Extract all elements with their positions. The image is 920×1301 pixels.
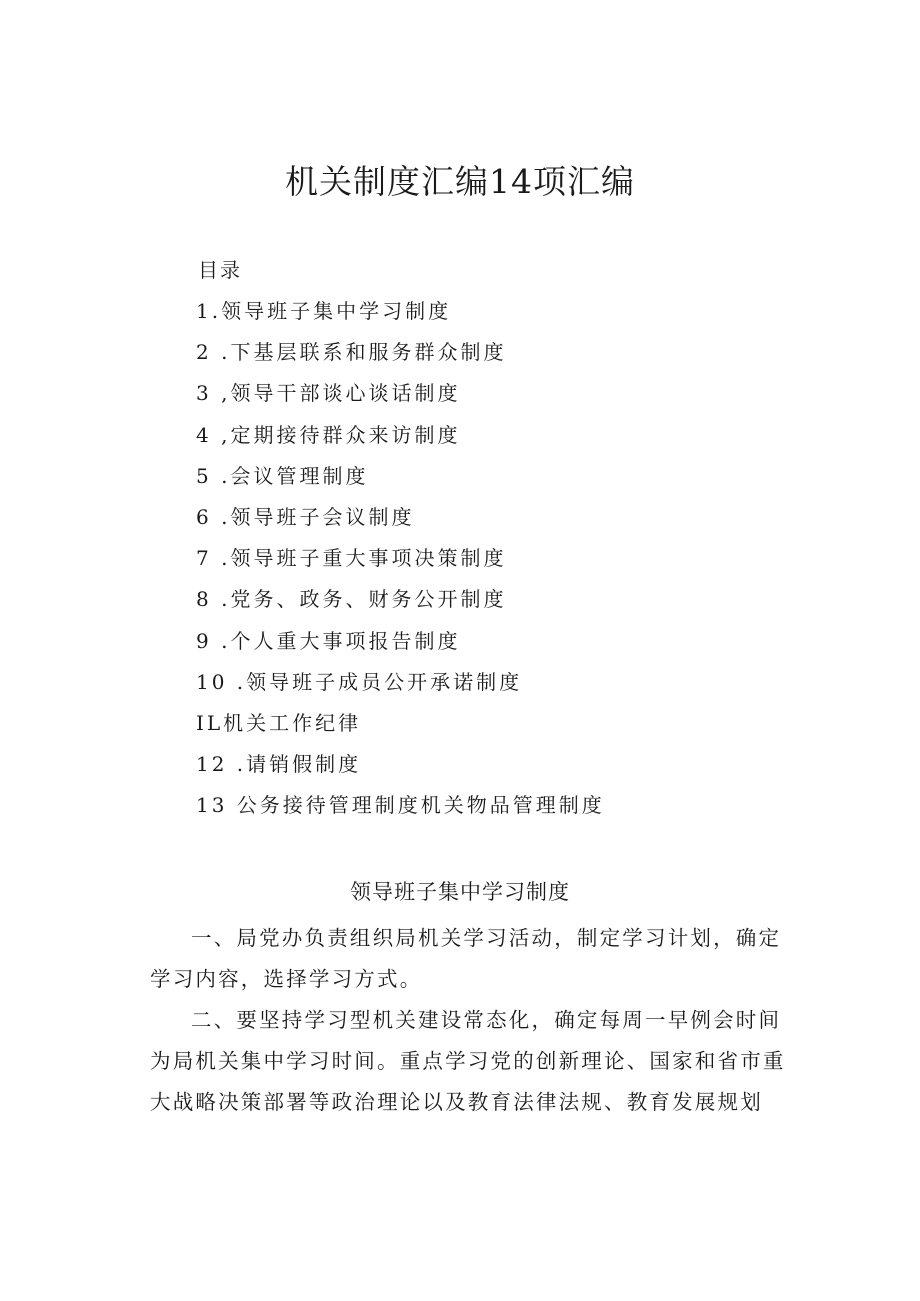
toc-item: 12 .请销假制度: [196, 752, 362, 777]
toc-item: 7 .领导班子重大事项决策制度: [196, 546, 507, 571]
toc-item: 13 公务接待管理制度机关物品管理制度: [196, 793, 605, 818]
section-body: [150, 918, 800, 1123]
toc-item: 1.领导班子集中学习制度: [196, 299, 452, 323]
toc-heading: 目录: [198, 258, 242, 282]
toc-item: 10 .领导班子成员公开承诺制度: [196, 669, 523, 694]
toc-item: 2 .下基层联系和服务群众制度: [196, 340, 507, 365]
toc-item: IL机关工作纪律: [196, 710, 362, 735]
toc-item: 4 ,定期接待群众来访制度: [196, 422, 461, 447]
toc-item: 9 .个人重大事项报告制度: [196, 628, 461, 653]
body-paragraph: 二、要坚持学习型机关建设常态化，确定每周一早例会时间为局机关集中学习时间。重点学习党的创新理论、国家和省市重大战略决策部署等政治理论以及教育法律法规、教育发展规划: [150, 1008, 786, 1114]
toc-item: 5 .会议管理制度: [196, 463, 369, 488]
toc-item: 8 .党务、政务、财务公开制度: [196, 587, 507, 612]
toc-item: 6 .领导班子会议制度: [196, 504, 415, 529]
table-of-contents: [196, 297, 605, 832]
toc-item: 3 ,领导干部谈心谈话制度: [196, 381, 461, 406]
body-paragraph: 一、局党办负责组织局机关学习活动，制定学习计划，确定学习内容，选择学习方式。: [150, 926, 782, 991]
section-title: 领导班子集中学习制度: [350, 880, 570, 904]
document-title: 机关制度汇编14项汇编: [285, 162, 635, 201]
